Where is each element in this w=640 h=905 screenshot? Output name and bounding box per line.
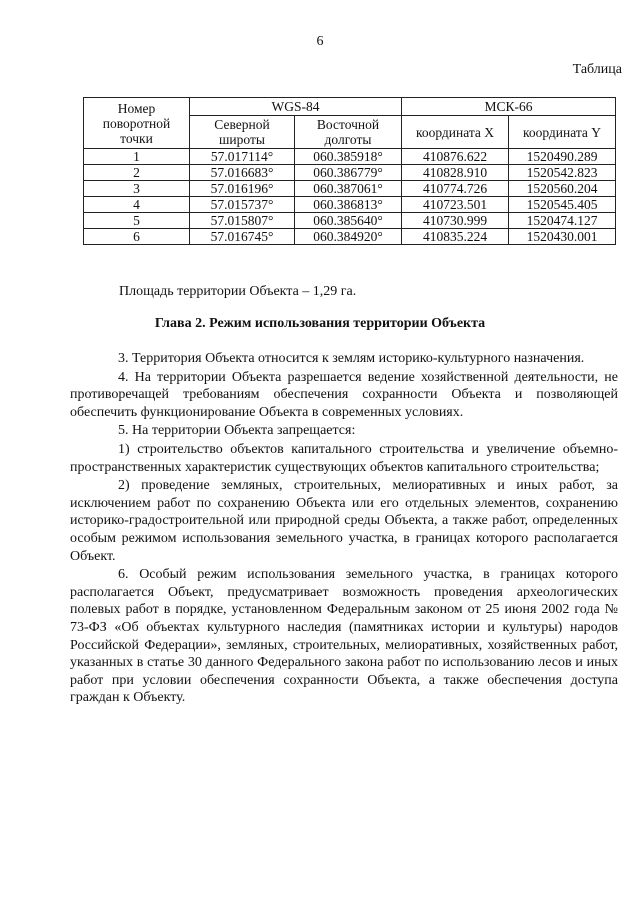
- table-row: [84, 165, 616, 181]
- header-coordinate-x: координата X: [402, 116, 509, 149]
- table-cell: 060.386813°: [295, 197, 402, 213]
- area-statement: Площадь территории Объекта – 1,29 га.: [119, 284, 357, 299]
- table-row: [84, 213, 616, 229]
- page-number: 6: [316, 34, 324, 49]
- table-row: [84, 197, 616, 213]
- paragraph: 6. Особый режим использования земельного участка, в границах которого располагается Объект, предусматривает возможность проведения археологических полевых работ в порядке, установленном Федеральным законом от 25 июня 2002 года № 73-ФЗ «Об объектах культурного наследия (памятниках истории и культуры) народов Российской Федерации», земляных, строительных, мелиоративных, хозяйственных работ, указанных в статье 30 данного Федерального закона работ по использованию лесов и иных работ при условии обеспечения сохранности Объекта, а также обеспечения доступа граждан к Объекту.: [70, 567, 618, 706]
- paragraph: 3. Территория Объекта относится к землям историко-культурного назначения.: [118, 351, 585, 366]
- table-caption: Таблица: [572, 62, 622, 77]
- table-cell: 57.016745°: [190, 229, 295, 245]
- table-cell: 060.385640°: [295, 213, 402, 229]
- table-cell: 6: [84, 229, 190, 245]
- table-row: [84, 149, 616, 165]
- table-row: [84, 181, 616, 197]
- paragraph: 1) строительство объектов капитального строительства и увеличение объемно-пространственных характеристик существующих объектов капитального строительства;: [70, 441, 618, 475]
- table-cell: 410876.622: [402, 149, 509, 165]
- table-cell: 410730.999: [402, 213, 509, 229]
- table-cell: 1520560.204: [509, 181, 616, 197]
- chapter-title: Глава 2. Режим использования территории Объекта: [154, 316, 486, 331]
- table-cell: 4: [84, 197, 190, 213]
- table-cell: 060.386779°: [295, 165, 402, 181]
- table-cell: 060.384920°: [295, 229, 402, 245]
- paragraph: 5. На территории Объекта запрещается:: [118, 423, 356, 439]
- table-cell: 2: [84, 165, 190, 181]
- table-cell: 57.016683°: [190, 165, 295, 181]
- table-cell: 410723.501: [402, 197, 509, 213]
- header-wgs84: WGS-84: [190, 98, 402, 116]
- table-cell: 57.017114°: [190, 149, 295, 165]
- table-cell: 1520430.001: [509, 229, 616, 245]
- table-cell: 410835.224: [402, 229, 509, 245]
- paragraph: 4. На территории Объекта разрешается ведение хозяйственной деятельности, не противоречащей требованиям обеспечения сохранности Объекта и позволяющей обеспечить функционирование Объекта в современных условиях.: [70, 369, 618, 420]
- table-cell: 3: [84, 181, 190, 197]
- header-coordinate-y: координата Y: [509, 116, 616, 149]
- table-cell: 060.387061°: [295, 181, 402, 197]
- coordinates-table: [83, 97, 616, 245]
- table-cell: 1520490.289: [509, 149, 616, 165]
- table-cell: 410774.726: [402, 181, 509, 197]
- body-text: [70, 350, 618, 708]
- table-cell: 1520474.127: [509, 213, 616, 229]
- table-cell: 1520542.823: [509, 165, 616, 181]
- table-cell: 57.016196°: [190, 181, 295, 197]
- table-cell: 410828.910: [402, 165, 509, 181]
- table-cell: 1: [84, 149, 190, 165]
- header-point-number: Номер поворотной точки: [84, 98, 190, 149]
- header-north-latitude: Северной широты: [190, 116, 295, 149]
- header-east-longitude: Восточной долготы: [295, 116, 402, 149]
- table-cell: 060.385918°: [295, 149, 402, 165]
- table-cell: 1520545.405: [509, 197, 616, 213]
- header-msk66: МСК-66: [402, 98, 616, 116]
- paragraph: 2) проведение земляных, строительных, мелиоративных и иных работ, за исключением работ по сохранению Объекта или его отдельных элементов, сохранению историко-градостроительной или природной среды Объекта, а также работ, определенных особым режимом использования земельного участка, в границах которого располагается Объект.: [70, 478, 618, 564]
- table-row: [84, 229, 616, 245]
- table-cell: 57.015807°: [190, 213, 295, 229]
- table-cell: 5: [84, 213, 190, 229]
- table-cell: 57.015737°: [190, 197, 295, 213]
